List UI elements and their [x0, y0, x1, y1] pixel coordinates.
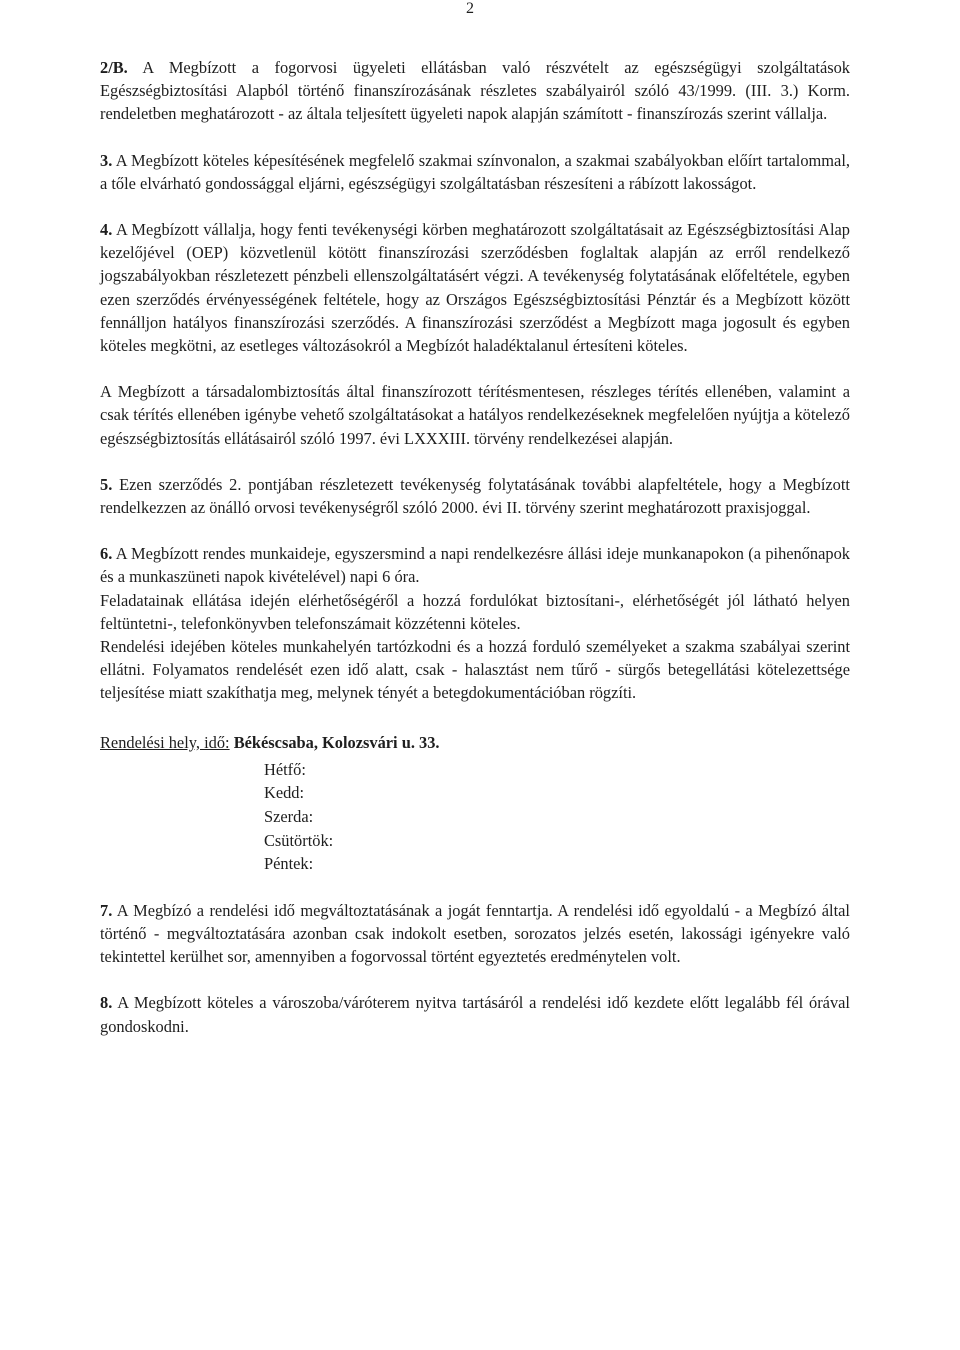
paragraph-8 [100, 991, 850, 1037]
paragraph-text: A Megbízott köteles a városzoba/váróterem nyitva tartásáról a rendelési idő kezdete előtt legalább fél órával gondoskodni. [100, 993, 850, 1036]
schedule-day: Kedd: [264, 783, 305, 803]
schedule-address: Békéscsaba, Kolozsvári u. 33. [233, 732, 440, 752]
paragraph-6-office-hours [100, 635, 850, 705]
paragraph-text: A Megbízott rendes munkaideje, egyszersmind a napi rendelkezésre állási ideje munkanapokon (a pihenőnapok és a munkaszüneti napok kivételével) napi 6 óra. [100, 544, 850, 587]
paragraph-4b [100, 380, 850, 450]
paragraph-3 [100, 149, 850, 195]
paragraph-number: 5. [100, 474, 113, 494]
paragraph-text: A Megbízó a rendelési idő megváltoztatásának a jogát fenntartja. A rendelési idő egyoldalú - a Megbízó által történő - megváltoztatására azonban csak indokolt esetben, sorozatos jelzés esetén, lakossági igényekre való tekintettel kerülhet sor, amennyiben a fogorvossal történt egyeztetés eredménytelen volt. [100, 900, 850, 967]
paragraph-2b [100, 56, 850, 126]
schedule-day: Péntek: [264, 854, 314, 874]
schedule-day: Hétfő: [264, 759, 306, 779]
paragraph-number: 2/B. [100, 58, 128, 77]
schedule-day: Csütörtök: [264, 830, 334, 850]
paragraph-text: Ezen szerződés 2. pontjában részletezett tevékenység folytatásának további alapfeltétele, hogy a Megbízott rendelkezzen az önálló orvosi tevékenységről szóló 2000. évi II. törvény szerint meghatározott praxisjoggal. [100, 474, 850, 518]
paragraph-text: Feladatainak ellátása idején elérhetőségéről a hozzá fordulókat biztosítani-, elérhetőségét jól látható helyen feltüntetni-, telefonkönyvben telefonszámait közzétenni köteles. [100, 590, 850, 633]
page-number: 2 [466, 0, 474, 17]
schedule-label: Rendelési hely, idő: [100, 732, 230, 752]
schedule-heading [100, 731, 850, 754]
paragraph-number: 8. [100, 993, 113, 1013]
paragraph-6 [100, 542, 850, 588]
document-body [100, 56, 850, 1038]
paragraph-text: Rendelési idejében köteles munkahelyén tartózkodni és a hozzá forduló személyeket a szakma szabályai szerint ellátni. Folyamatos rendelését ezen idő alatt, csak - halasztást nem tűrő - sürgős betegellátási kötelezettsége teljesítése miatt szakíthatja meg, melynek tényét a betegdokumentációban rögzíti. [100, 637, 850, 703]
schedule-day: Szerda: [264, 807, 314, 827]
paragraph-text: A Megbízott köteles képesítésének megfelelő szakmai színvonalon, a szakmai szabályokban előírt tartalommal, a tőle elvárható gondossággal eljárni, egészségügyi szolgáltatásban részesíteni a rábízott lakosságot. [100, 150, 850, 193]
paragraph-number: 6. [100, 544, 113, 564]
paragraph-text: A Megbízott a fogorvosi ügyeleti ellátásban való részvételt az egészségügyi szolgáltatások Egészségbiztosítási Alapból történő finanszírozásának részletes szabályairól szóló 43/1999. (III. 3.) Korm. rendeletben meghatározott - az általa teljesített ügyeleti napok alapján számított - finanszírozás szerint vállalja. [100, 58, 850, 124]
schedule-days [264, 758, 850, 876]
paragraph-6-availability [100, 589, 850, 635]
paragraph-number: 7. [100, 900, 113, 920]
paragraph-4 [100, 218, 850, 357]
paragraph-5 [100, 473, 850, 519]
paragraph-number: 3. [100, 150, 113, 170]
paragraph-text: A Megbízott vállalja, hogy fenti tevékenységi körben meghatározott szolgáltatásait az Egészségbiztosítási Alap kezelőjével (OEP) közvetlenül kötött finanszírozási szerződésben foglaltak alapján az erről rendelkező jogszabályokban részletezett pénzbeli ellenszolgáltatásért végzi. A tevékenység folytatásának előfeltétele, egyben ezen szerződés érvényességének feltétele, hogy az Országos Egészségbiztosítási Pénztár és a Megbízott között fennálljon hatályos finanszírozási szerződés. A finanszírozási szerződést a Megbízott maga jogosult és egyben köteles megkötni, az esetleges változásokról a Megbízót haladéktalanul értesíteni köteles. [100, 220, 850, 356]
paragraph-7 [100, 899, 850, 969]
paragraph-text: A Megbízott a társadalombiztosítás által finanszírozott térítésmentesen, részleges térítés ellenében, valamint a csak térítés ellenében igénybe vehető szolgáltatásokat a hatályos rendelkezéseknek megfelelően nyújtja a kötelező egészségbiztosítás ellátásairól szóló 1997. évi LXXXIII. törvény rendelkezései alapján. [100, 382, 850, 448]
paragraph-number: 4. [100, 220, 113, 240]
